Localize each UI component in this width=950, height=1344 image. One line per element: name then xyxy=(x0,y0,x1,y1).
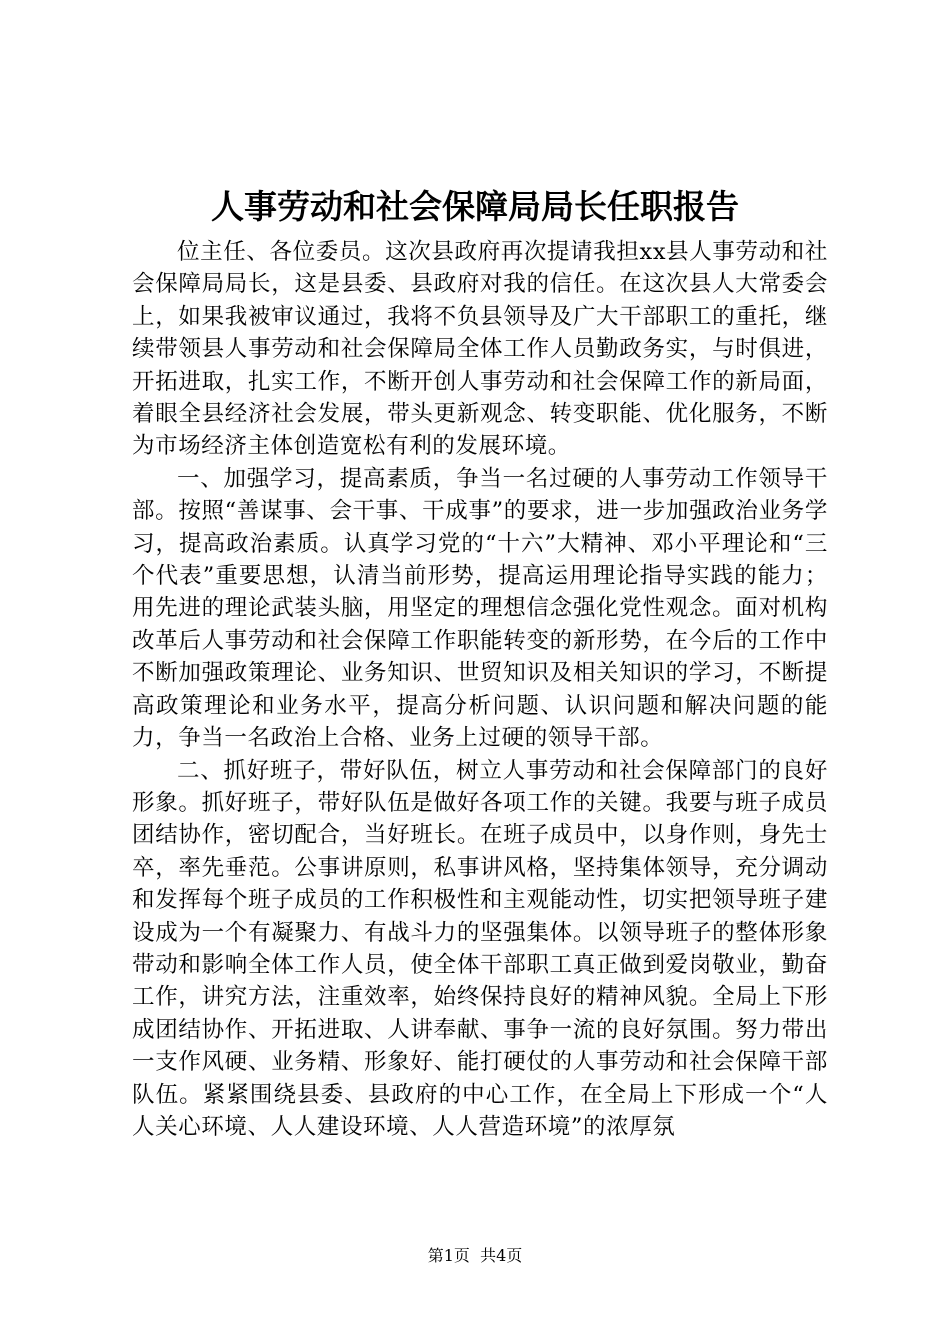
document-title: 人事劳动和社会保障局局长任职报告 xyxy=(211,187,739,226)
page-footer xyxy=(0,1244,950,1268)
paragraph-section-one: 一、加强学习，提高素质，争当一名过硬的人事劳动工作领导干部。按照“善谋事、会干事、干成事”的要求，进一步加强政治业务学习，提高政治素质。认真学习党的“十六”大精神、邓小平理论和“三个代表”重要思想，认清当前形势，提高运用理论指导实践的能力；用先进的理论武装头脑，用坚定的理想信念强化党性观念。面对机构改革后人事劳动和社会保障工作职能转变的新形势，在今后的工作中不断加强政策理论、业务知识、世贸知识及相关知识的学习，不断提高政策理论和业务水平，提高分析问题、认识问题和解决问题的能力，争当一名政治上合格、业务上过硬的领导干部。 xyxy=(132,465,828,752)
document-body xyxy=(132,236,828,1143)
paragraph-intro: 位主任、各位委员。这次县政府再次提请我担xx县人事劳动和社会保障局局长，这是县委、县政府对我的信任。在这次县人大常委会上，如果我被审议通过，我将不负县领导及广大干部职工的重托，继续带领县人事劳动和社会保障局全体工作人员勤政务实，与时俱进，开拓进取，扎实工作，不断开创人事劳动和社会保障工作的新局面，着眼全县经济社会发展，带头更新观念、转变职能、优化服务，不断为市场经济主体创造宽松有利的发展环境。 xyxy=(132,239,828,460)
page-number-label: 第1页 共4页 xyxy=(427,1246,523,1265)
paragraph-section-two: 二、抓好班子，带好队伍，树立人事劳动和社会保障部门的良好形象。抓好班子，带好队伍是做好各项工作的关键。我要与班子成员团结协作，密切配合，当好班长。在班子成员中，以身作则，身先士卒，率先垂范。公事讲原则，私事讲风格，坚持集体领导，充分调动和发挥每个班子成员的工作积极性和主观能动性，切实把领导班子建设成为一个有凝聚力、有战斗力的坚强集体。以领导班子的整体形象带动和影响全体工作人员，使全体干部职工真正做到爱岗敬业，勤奋工作，讲究方法，注重效率，始终保持良好的精神风貌。全局上下形成团结协作、开拓进取、人讲奉献、事争一流的良好氛围。努力带出一支作风硬、业务精、形象好、能打硬仗的人事劳动和社会保障干部队伍。紧紧围绕县委、县政府的中心工作，在全局上下形成一个“人人关心环境、人人建设环境、人人营造环境”的浓厚氛 xyxy=(132,757,828,1140)
